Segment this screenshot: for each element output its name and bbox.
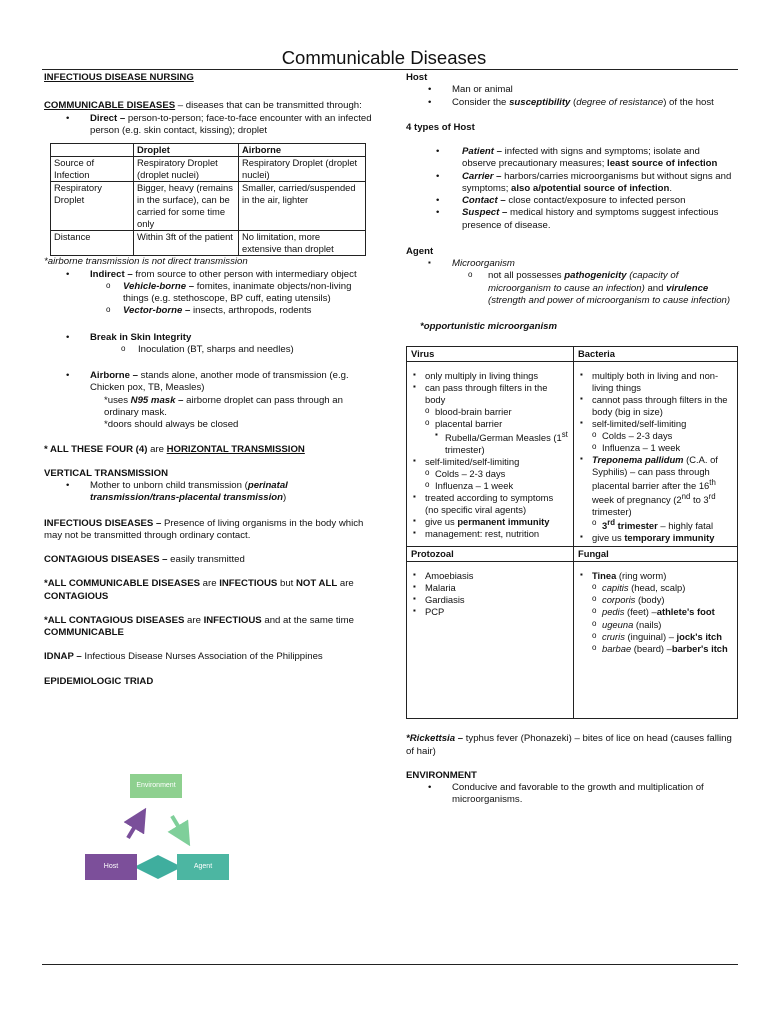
direct-transmission-item: • Direct – person-to-person; face-to-face encounter with an infected person (e.g. skin contact, kissing); droplet bbox=[44, 113, 378, 138]
list-item: o cruris (inguinal) – jock's itch bbox=[578, 631, 733, 643]
break-in-skin-item: • Break in Skin Integrity bbox=[44, 332, 378, 344]
epidemiologic-triad-diagram bbox=[80, 772, 270, 884]
environment-heading: ENVIRONMENT bbox=[406, 769, 477, 781]
host-types-heading: 4 types of Host bbox=[406, 121, 475, 133]
table-row: Respiratory Droplet Bigger, heavy (remains in the surface), can be carried for some time only Smaller, carried/suspended in the air, lighter bbox=[51, 182, 366, 231]
list-item: o blood-brain barrier bbox=[411, 406, 569, 418]
list-item: ▪ self-limited/self-limiting bbox=[411, 456, 569, 468]
opportunistic-note: *opportunistic microorganism bbox=[420, 321, 557, 333]
droplet-airborne-table bbox=[50, 143, 366, 256]
list-item: o ugeuna (nails) bbox=[578, 619, 733, 631]
contagious-infectious-note: *ALL CONTAGIOUS DISEASES are INFECTIOUS and at the same time COMMUNICABLE bbox=[44, 614, 354, 639]
triad-environment-node: Environment bbox=[130, 774, 182, 798]
vertical-transmission-item: • Mother to unborn child transmission (perinatal transmission/trans-placental transmission) bbox=[44, 480, 378, 505]
vehicle-borne-item: o Vehicle-borne – fomites, inanimate objects/non-living things (e.g. stethoscope, BP cuff, eating utensils) bbox=[44, 281, 378, 306]
idnap-definition: IDNAP – Infectious Disease Nurses Association of the Philippines bbox=[44, 651, 323, 663]
doors-note: *doors should always be closed bbox=[104, 419, 239, 431]
list-item: o Influenza – 1 week bbox=[578, 442, 733, 454]
vertical-transmission-heading: VERTICAL TRANSMISSION bbox=[44, 467, 169, 479]
host-type-carrier: • Carrier – harbors/carries microorganisms but without signs and symptoms; also a/potential source of infection. bbox=[406, 171, 736, 196]
list-item: o capitis (head, scalp) bbox=[578, 582, 733, 594]
environment-to-agent-arrow bbox=[172, 816, 184, 836]
inoculation-item: o Inoculation (BT, sharps and needles) bbox=[44, 344, 378, 356]
table-row bbox=[407, 361, 738, 547]
list-item: ▪ can pass through filters in the body bbox=[411, 382, 569, 406]
communicable-infectious-note: *ALL COMMUNICABLE DISEASES are INFECTIOUS but NOT ALL are CONTAGIOUS bbox=[44, 578, 354, 602]
epidemiologic-triad-heading: EPIDEMIOLOGIC TRIAD bbox=[44, 675, 154, 687]
n95-note: *uses N95 mask – airborne droplet can pass through an ordinary mask. bbox=[104, 394, 343, 418]
microorganism-table bbox=[406, 346, 738, 720]
vector-borne-item: o Vector-borne – insects, arthropods, rodents bbox=[44, 305, 378, 317]
host-heading: Host bbox=[406, 72, 428, 83]
list-item: o Colds – 2-3 days bbox=[578, 430, 733, 442]
environment-item: • Conducive and favorable to the growth and multiplication of microorganisms. bbox=[406, 782, 736, 807]
table-row bbox=[407, 562, 738, 719]
infectious-diseases-definition: INFECTIOUS DISEASES – Presence of living organisms in the body which may not be transmitted through ordinary contact. bbox=[44, 517, 364, 541]
list-item: o Influenza – 1 week bbox=[411, 480, 569, 492]
list-item: ▪ self-limited/self-limiting bbox=[578, 418, 733, 430]
list-item: o pedis (feet) –athlete's foot bbox=[578, 606, 733, 618]
host-item-man-or-animal: • Man or animal bbox=[406, 84, 736, 96]
table-header-row: Droplet Airborne bbox=[51, 144, 366, 157]
list-item: ▪ Gardiasis bbox=[411, 594, 569, 606]
indirect-transmission-item: • Indirect – from source to other person with intermediary object bbox=[44, 269, 378, 281]
list-item: ▪ Treponema pallidum (C.A. of Syphilis) – can pass through placental barrier after the 16th week of pregnancy (2nd to 3rd trimester) bbox=[578, 454, 733, 518]
microorganism-item: ▪ Microorganism bbox=[406, 258, 736, 270]
left-column bbox=[44, 72, 378, 688]
host-item-susceptibility: • Consider the susceptibility (degree of resistance) of the host bbox=[406, 97, 736, 109]
airborne-note: *airborne transmission is not direct transmission bbox=[44, 256, 248, 268]
list-item: ▪ only multiply in living things bbox=[411, 370, 569, 382]
table-row: Distance Within 3ft of the patient No limitation, more extensive than droplet bbox=[51, 231, 366, 256]
contagious-diseases-definition: CONTAGIOUS DISEASES – easily transmitted bbox=[44, 554, 245, 566]
section-heading-infectious-disease-nursing: INFECTIOUS DISEASE NURSING bbox=[44, 72, 194, 83]
host-to-environment-arrow bbox=[128, 818, 140, 838]
list-item: ▪ treated according to symptoms (no specific viral agents) bbox=[411, 492, 569, 516]
horizontal-transmission-note: * ALL THESE FOUR (4) are HORIZONTAL TRANSMISSION bbox=[44, 443, 305, 455]
protozoal-list bbox=[411, 570, 569, 618]
host-type-patient: • Patient – infected with signs and symptoms; isolate and observe precautionary measures; least source of infection bbox=[406, 146, 736, 171]
list-item: ▪ give us permanent immunity bbox=[411, 516, 569, 528]
page-title: Communicable Diseases bbox=[281, 47, 487, 68]
communicable-diseases-definition: COMMUNICABLE DISEASES – diseases that can be transmitted through: bbox=[44, 100, 362, 112]
right-column bbox=[406, 72, 736, 807]
table-header-row: Virus Bacteria bbox=[407, 346, 738, 361]
list-item: o 3rd trimester – highly fatal bbox=[578, 518, 733, 532]
virus-list bbox=[411, 370, 569, 541]
agent-heading: Agent bbox=[406, 245, 434, 257]
table-header-row: Protozoal Fungal bbox=[407, 547, 738, 562]
list-item: o barbae (beard) –barber's itch bbox=[578, 643, 733, 655]
list-item: ▪ Tinea (ring worm) bbox=[578, 570, 733, 582]
title-divider bbox=[42, 69, 738, 70]
triad-agent-node: Agent bbox=[177, 854, 229, 880]
list-item: o Colds – 2-3 days bbox=[411, 468, 569, 480]
list-item: o corporis (body) bbox=[578, 594, 733, 606]
footer-divider bbox=[42, 964, 738, 965]
bacteria-list bbox=[578, 370, 733, 545]
list-item: ▪ Amoebiasis bbox=[411, 570, 569, 582]
rickettsia-note: *Rickettsia – typhus fever (Phonazeki) – bites of lice on head (causes falling of hair) bbox=[406, 733, 732, 757]
list-item: ▪ PCP bbox=[411, 606, 569, 618]
pathogenicity-virulence-item: o not all possesses pathogenicity (capacity of microorganism to cause an infection) and virulence (strength and power of microorganism to cause infection) bbox=[406, 270, 736, 307]
list-item: ▪ Rubella/German Measles (1st trimester) bbox=[411, 430, 569, 456]
host-type-contact: • Contact – close contact/exposure to infected person bbox=[406, 195, 736, 207]
list-item: ▪ multiply both in living and non-living things bbox=[578, 370, 733, 394]
list-item: ▪ cannot pass through filters in the body (big in size) bbox=[578, 394, 733, 418]
list-item: ▪ give us temporary immunity bbox=[578, 532, 733, 544]
table-row: Source of Infection Respiratory Droplet (droplet nuclei) Respiratory Droplet (droplet nuclei) bbox=[51, 157, 366, 182]
list-item: ▪ management: rest, nutrition bbox=[411, 528, 569, 540]
list-item: o placental barrier bbox=[411, 418, 569, 430]
triad-host-node: Host bbox=[85, 854, 137, 880]
airborne-item: • Airborne – stands alone, another mode of transmission (e.g. Chicken pox, TB, Measles) bbox=[44, 370, 378, 395]
host-type-suspect: • Suspect – medical history and symptoms suggest infectious presence of disease. bbox=[406, 207, 736, 232]
fungal-list bbox=[578, 570, 733, 654]
list-item: ▪ Malaria bbox=[411, 582, 569, 594]
